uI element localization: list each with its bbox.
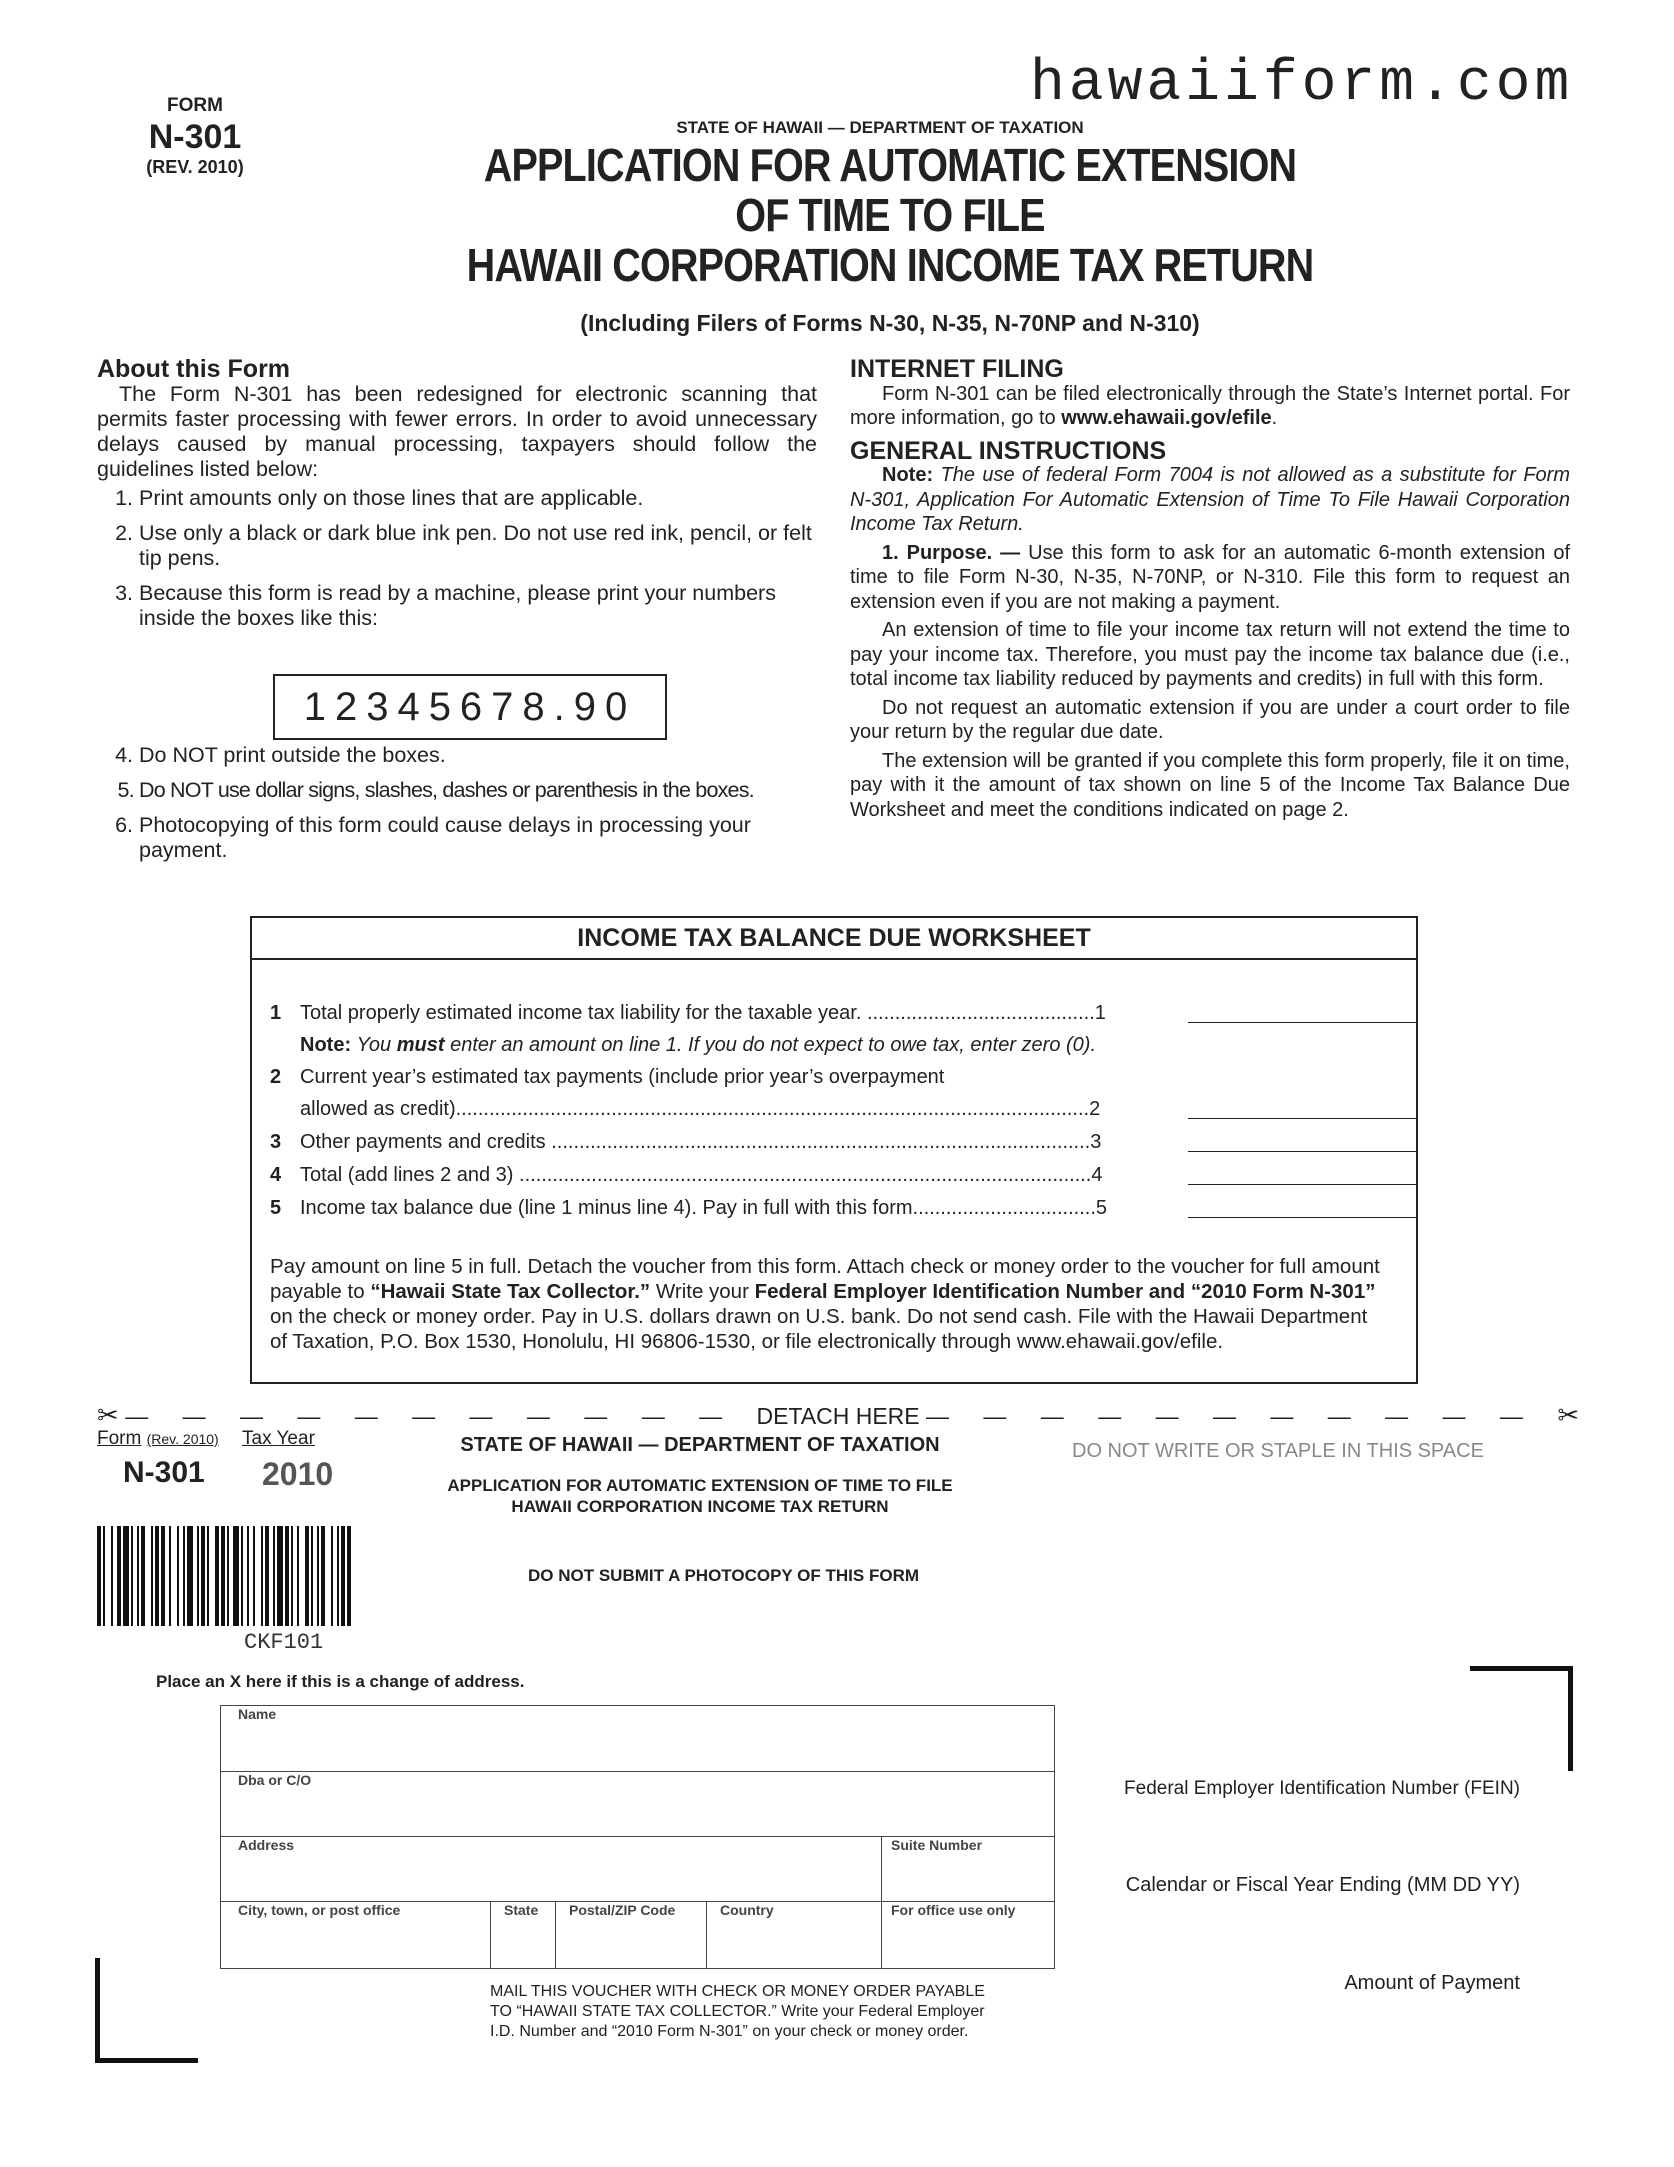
general-note: Note: The use of federal Form 7004 is not allowed as a substitute for Form N-301, Application For Automatic Extension of Time To File Hawaii Corporation Income Tax Return. (850, 464, 1570, 535)
mail-instructions: MAIL THIS VOUCHER WITH CHECK OR MONEY ORDER PAYABLE TO “HAWAII STATE TAX COLLECTOR.” Write your Federal Employer I.D. Number and “2010 Form N-301” on your check or money order. (490, 1983, 985, 2040)
voucher-department: STATE OF HAWAII — DEPARTMENT OF TAXATION (460, 1434, 940, 1456)
general-paragraph: Do not request an automatic extension if you are under a court order to file your return by the regular due date. (850, 696, 1570, 743)
detach-line: ✂ — — — — — — — — — — — DETACH HERE — — — — — — — — — — — ✂ (97, 1400, 1580, 1430)
address-grid (220, 1705, 1055, 1969)
sample-number-box: 12345678.90 (273, 674, 667, 740)
department-heading: STATE OF HAWAII — DEPARTMENT OF TAXATION (676, 118, 1084, 137)
form-id-block (130, 95, 260, 178)
no-photocopy-notice: DO NOT SUBMIT A PHOTOCOPY OF THIS FORM (528, 1566, 920, 1585)
about-intro: The Form N-301 has been redesigned for electronic scanning that permits faster processing with fewer errors. In order to avoid unnecessary delays caused by manual processing, taxpayers should follow the guidelines listed below: (97, 382, 817, 481)
line-3-amount-field[interactable] (1188, 1151, 1416, 1152)
address-field[interactable]: Address (238, 1837, 295, 1853)
worksheet-line-2: 2 Current year’s estimated tax payments (include prior year’s overpayment (270, 1066, 945, 1088)
registration-mark (95, 1958, 198, 2063)
about-section (97, 357, 817, 873)
zip-code-field[interactable]: Postal/ZIP Code (569, 1902, 676, 1918)
city-field[interactable]: City, town, or post office (238, 1902, 401, 1918)
watermark-text: hawaiiform.com (1030, 52, 1574, 117)
page-subtitle: (Including Filers of Forms N-30, N-35, N-70NP and N-310) (580, 310, 1200, 336)
voucher-form-number: N-301 (123, 1456, 205, 1489)
year-ending-label: Calendar or Fiscal Year Ending (MM DD YY) (1125, 1874, 1520, 1896)
page-title (434, 140, 1346, 290)
general-instructions-heading: GENERAL INSTRUCTIONS (850, 436, 1167, 465)
balance-due-worksheet (250, 916, 1418, 1384)
barcode-id: CKF101 (244, 1630, 324, 1655)
change-of-address-label[interactable]: Place an X here if this is a change of address. (156, 1672, 525, 1691)
dba-field[interactable]: Dba or C/O (238, 1772, 312, 1788)
state-field[interactable]: State (504, 1902, 539, 1918)
title-line-3: HAWAII CORPORATION INCOME TAX RETURN (466, 239, 1314, 291)
guideline-item: 4. Do NOT print outside the boxes. (139, 743, 817, 768)
line-1-amount-field[interactable] (1188, 1022, 1416, 1023)
country-field[interactable]: Country (720, 1902, 774, 1918)
worksheet-line-1: 1 Total properly estimated income tax liability for the taxable year. .........................................1 (270, 1002, 1106, 1024)
scissors-icon: ✂ (1557, 1400, 1580, 1430)
name-field[interactable]: Name (238, 1706, 277, 1722)
scissors-icon: ✂ (97, 1400, 119, 1430)
general-paragraph: An extension of time to file your income tax return will not extend the time to pay your income tax. Therefore, you must pay the income tax balance due (i.e., total income tax liability reduced by payments and credits) in full with this form. (850, 619, 1570, 690)
title-line-2: OF TIME TO FILE (735, 189, 1045, 241)
guideline-item: 5. Do NOT use dollar signs, slashes, dashes or parenthesis in the boxes. (139, 778, 817, 803)
worksheet-line-4: 4 Total (add lines 2 and 3) .......................................................................................................4 (270, 1164, 1103, 1186)
form-number: N-301 (148, 118, 242, 156)
office-use-field: For office use only (891, 1902, 1016, 1918)
line-2-amount-field[interactable] (1188, 1118, 1416, 1119)
guideline-item: 2. Use only a black or dark blue ink pen. Do not use red ink, pencil, or felt tip pens. (139, 521, 817, 571)
general-paragraph: The extension will be granted if you complete this form properly, file it on time, pay with it the amount of tax shown on line 5 of the Income Tax Balance Due Worksheet and meet the conditions indicated on page 2. (850, 749, 1570, 821)
title-line-1: APPLICATION FOR AUTOMATIC EXTENSION (483, 139, 1297, 191)
guideline-item: 3. Because this form is read by a machine, please print your numbers inside the boxes like this: (139, 581, 817, 631)
voucher-tax-year: 2010 (262, 1456, 334, 1492)
line-4-amount-field[interactable] (1188, 1184, 1416, 1185)
line-5-amount-field[interactable] (1188, 1217, 1416, 1218)
voucher-title: APPLICATION FOR AUTOMATIC EXTENSION OF TIME TO FILE HAWAII CORPORATION INCOME TAX RETURN (447, 1476, 953, 1516)
worksheet-line-2-cont: allowed as credit)..................................................................................................................2 (300, 1098, 1101, 1120)
internet-filing-heading: INTERNET FILING (850, 355, 1064, 383)
form-revision: (REV. 2010) (146, 157, 244, 177)
internet-filing-text: Form N-301 can be filed electronically through the State’s Internet portal. For more information, go to www.ehawaii.gov/efile. (850, 382, 1570, 429)
purpose-paragraph: 1. Purpose. — Use this form to ask for an automatic 6-month extension of time to file Form N-30, N-35, N-70NP, or N-310. File this form to request an extension even if you are not making a payment. (850, 541, 1570, 613)
worksheet-line-3: 3 Other payments and credits .................................................................................................3 (270, 1131, 1102, 1153)
worksheet-title: INCOME TAX BALANCE DUE WORKSHEET (252, 918, 1416, 960)
worksheet-line-5: 5 Income tax balance due (line 1 minus line 4). Pay in full with this form.................................5 (270, 1197, 1108, 1219)
instructions-section (850, 357, 1570, 822)
voucher-form-label: Form (Rev. 2010) Tax Year (97, 1428, 315, 1449)
suite-number-field[interactable]: Suite Number (891, 1837, 983, 1853)
fein-label: Federal Employer Identification Number (FEIN) (1124, 1778, 1520, 1799)
barcode-image (97, 1526, 489, 1626)
form-label: FORM (167, 95, 223, 116)
about-heading: About this Form (97, 355, 291, 383)
amount-of-payment-label: Amount of Payment (1344, 1972, 1520, 1994)
worksheet-note: Note: You must enter an amount on line 1. If you do not expect to owe tax, enter zero (0). (300, 1034, 1097, 1056)
guideline-item: 6. Photocopying of this form could cause delays in processing your payment. (139, 813, 817, 863)
guideline-item: 1. Print amounts only on those lines that are applicable. (139, 486, 817, 511)
detach-label: DETACH HERE (756, 1403, 920, 1429)
worksheet-payment-instructions: Pay amount on line 5 in full. Detach the voucher from this form. Attach check or money order to the voucher for full amount payable to “Hawaii State Tax Collector.” Write your Federal Employer Identification Number and “2010 Form N-301” on the check or money order. Pay in U.S. dollars drawn on U.S. bank. Do not send cash. File with the Hawaii Department of Taxation, P.O. Box 1530, Honolulu, HI 96806-1530, or file electronically through www.ehawaii.gov/efile. (270, 1255, 1380, 1353)
do-not-write-notice: DO NOT WRITE OR STAPLE IN THIS SPACE (1072, 1440, 1484, 1462)
registration-mark (1470, 1666, 1573, 1771)
efile-link[interactable]: www.ehawaii.gov/efile (1061, 407, 1272, 429)
